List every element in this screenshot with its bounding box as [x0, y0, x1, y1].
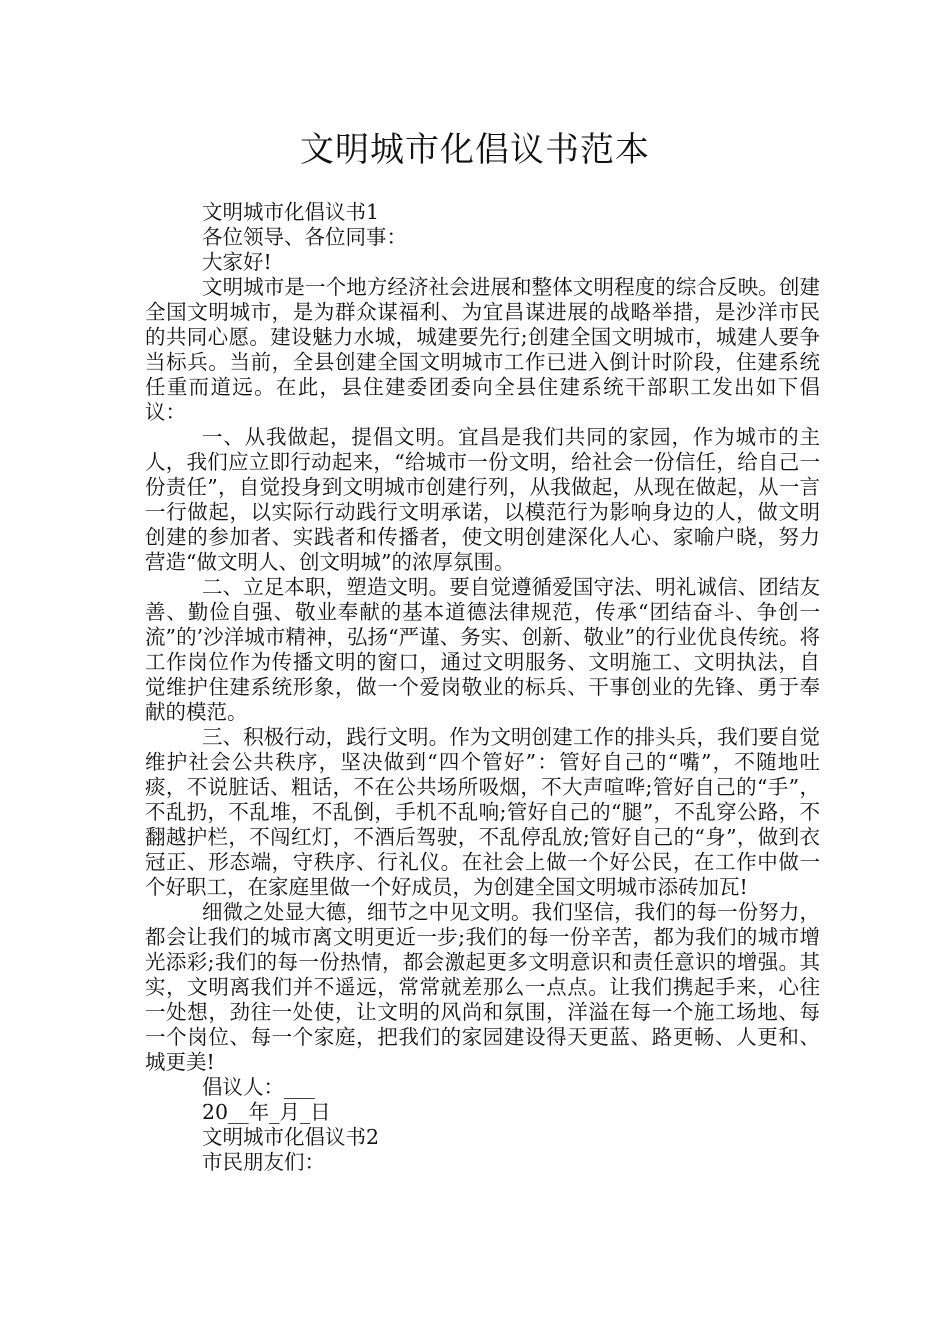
document-body [145, 200, 820, 1175]
greeting-line: 大家好! [202, 250, 272, 274]
paragraph-proposal-1: 一、从我做起，提倡文明。宜昌是我们共同的家园，作为城市的主人，我们应立即行动起来，“给城市一份文明，给社会一份信任，给自己一份责任”，自觉投身到文明城市创建行列，从我做起，从现在做起，从一言一行做起，以实际行动践行文明承诺，以模范行为影响身边的人，做文明创建的参加者、实践者和传播者，使文明创建深化人心、家喻户晓，努力营造“做文明人、创文明城”的浓厚氛围。 [145, 425, 820, 574]
paragraph-proposal-2: 二、立足本职，塑造文明。要自觉遵循爱国守法、明礼诚信、团结友善、勤俭自强、敬业奉献的基本道德法律规范，传承“团结奋斗、争创一流”的’沙洋城市精神，弘扬“严谨、务实、创新、敬业”的行业优良传统。将工作岗位作为传播文明的窗口，通过文明服务、文明施工、文明执法，自觉维护住建系统形象，做一个爱岗敬业的标兵、干事创业的先锋、勇于奉献的模范。 [145, 575, 820, 724]
paragraph-proposal-3: 三、积极行动，践行文明。作为文明创建工作的排头兵，我们要自觉维护社会公共秩序，坚决做到“四个管好”：管好自己的“嘴”，不随地吐痰，不说脏话、粗话，不在公共场所吸烟，不大声喧哗;管好自己的“手”，不乱扔，不乱堆，不乱倒，手机不乱响;管好自己的“腿”，不乱穿公路，不翻越护栏，不闯红灯，不酒后驾驶，不乱停乱放;管好自己的“身”，做到衣冠正、形态端，守秩序、行礼仪。在社会上做一个好公民，在工作中做一个好职工，在家庭里做一个好成员，为创建全国文明城市添砖加瓦! [145, 725, 820, 899]
document-title: 文明城市化倡议书范本 [300, 130, 650, 170]
paragraph-closing: 细微之处显大德，细节之中见文明。我们坚信，我们的每一份努力，都会让我们的城市离文明更近一步;我们的每一份辛苦，都为我们的城市增光添彩;我们的每一份热情，都会激起更多文明意识和责任意识的增强。其实，文明离我们并不遥远，常常就差那么一点点。让我们携起手来，心往一处想，劲往一处使，让文明的风尚和氛围，洋溢在每一个施工场地、每一个岗位、每一个家庭，把我们的家园建设得天更蓝、路更畅、人更和、城更美! [145, 900, 820, 1074]
section-heading-1: 文明城市化倡议书1 [202, 200, 380, 224]
signer-line: 倡议人：___ [202, 1075, 315, 1099]
salutation-1: 各位领导、各位同事： [202, 225, 407, 249]
date-line: 20__年_月_日 [202, 1100, 331, 1124]
salutation-2: 市民朋友们： [202, 1150, 325, 1174]
paragraph-intro: 文明城市是一个地方经济社会进展和整体文明程度的综合反映。创建全国文明城市，是为群众谋福利、为宜昌谋进展的战略举措，是沙洋市民的共同心愿。建设魅力水城，城建要先行;创建全国文明城市，城建人要争当标兵。当前，全县创建全国文明城市工作已进入倒计时阶段，住建系统任重而道远。在此，县住建委团委向全县住建系统干部职工发出如下倡议： [145, 275, 820, 424]
section-heading-2: 文明城市化倡议书2 [202, 1125, 380, 1149]
